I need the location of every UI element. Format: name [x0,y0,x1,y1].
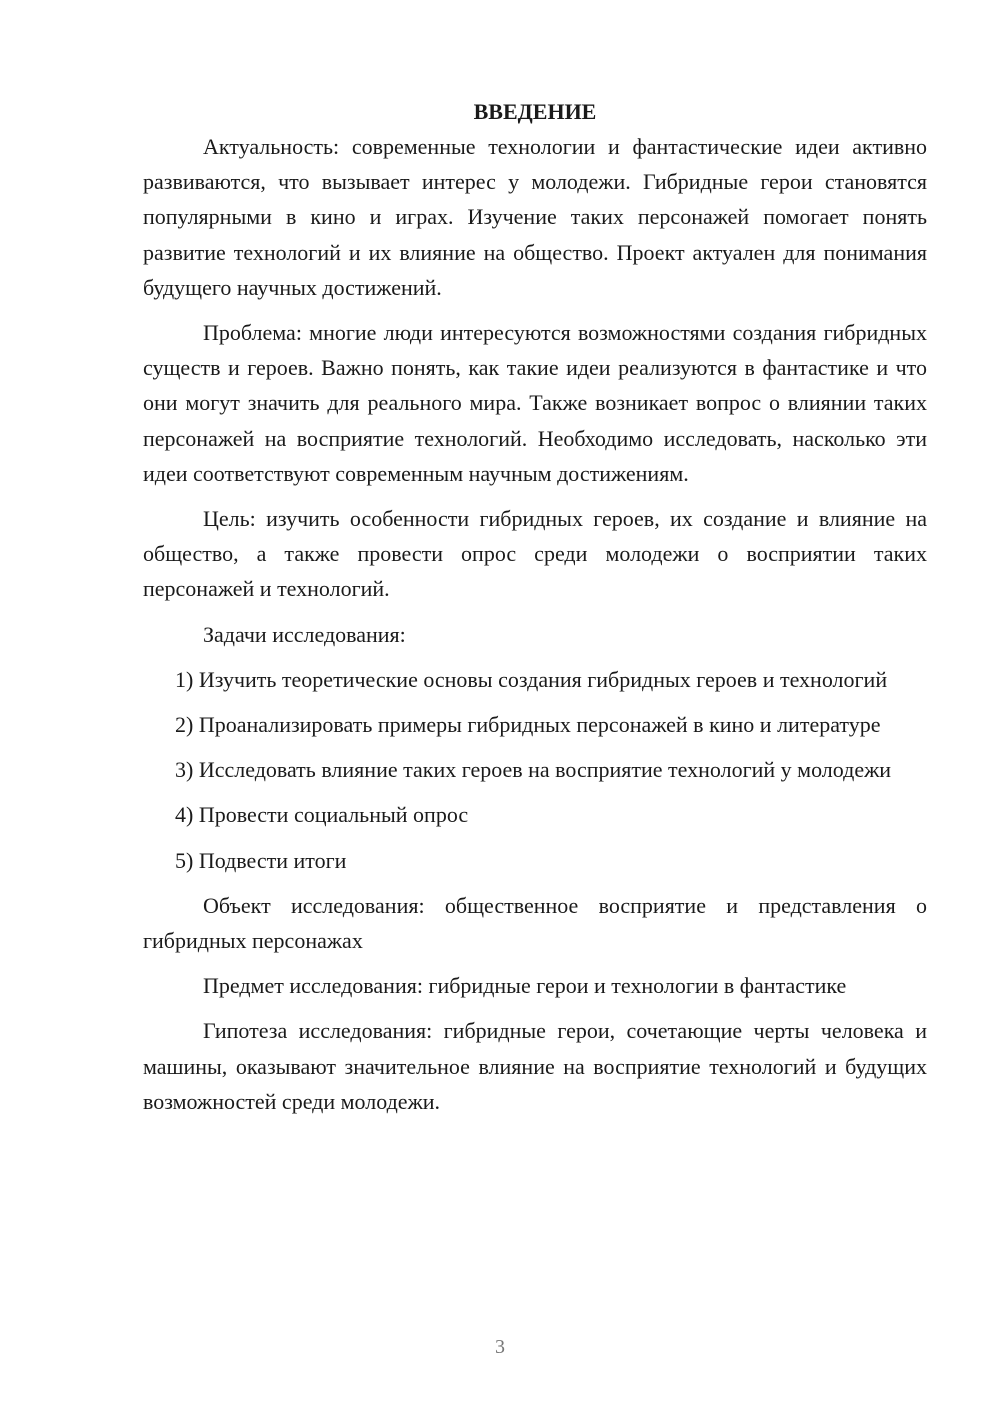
paragraph-tasks-title: Задачи исследования: [203,621,406,647]
page-number: 3 [495,1336,505,1358]
task-item-4: 4) Провести социальный опрос [175,802,469,828]
paragraph-hypothesis: Гипотеза исследования: гибридные герои, сочетающие черты человека и машины, оказывают значительное влияние на восприятие технологий и будущих возможностей среди молодежи. [143,1018,927,1114]
paragraph-object: Объект исследования: общественное восприятие и представления о гибридных персонажах [143,892,927,954]
task-item-5: 5) Подвести итоги [175,847,347,873]
task-item-1: 1) Изучить теоретические основы создания гибридных героев и технологий [175,666,888,692]
paragraph-actuality: Актуальность: современные технологии и фантастические идеи активно развиваются, что вызывает интерес у молодежи. Гибридные герои становятся популярными в кино и играх. Изучение таких персонажей помогает понять развитие технологий и их влияние на общество. Проект актуален для понимания будущего научных достижений. [143,134,927,300]
paragraph-subject: Предмет исследования: гибридные герои и технологии в фантастике [203,973,847,999]
page-content [143,94,927,1119]
paragraph-problem: Проблема: многие люди интересуются возможностями создания гибридных существ и героев. Важно понять, как такие идеи реализуются в фантастике и что они могут значить для реального мира. Также возникает вопрос о влиянии таких персонажей на восприятие технологий. Необходимо исследовать, насколько эти идеи соответствуют современным научным достижениям. [143,320,927,486]
paragraph-goal: Цель: изучить особенности гибридных героев, их создание и влияние на общество, а также провести опрос среди молодежи о восприятии таких персонажей и технологий. [143,506,927,602]
section-heading: ВВЕДЕНИЕ [473,99,597,124]
task-item-2: 2) Проанализировать примеры гибридных персонажей в кино и литературе [175,712,881,738]
task-item-3: 3) Исследовать влияние таких героев на восприятие технологий у молодежи [175,757,892,783]
